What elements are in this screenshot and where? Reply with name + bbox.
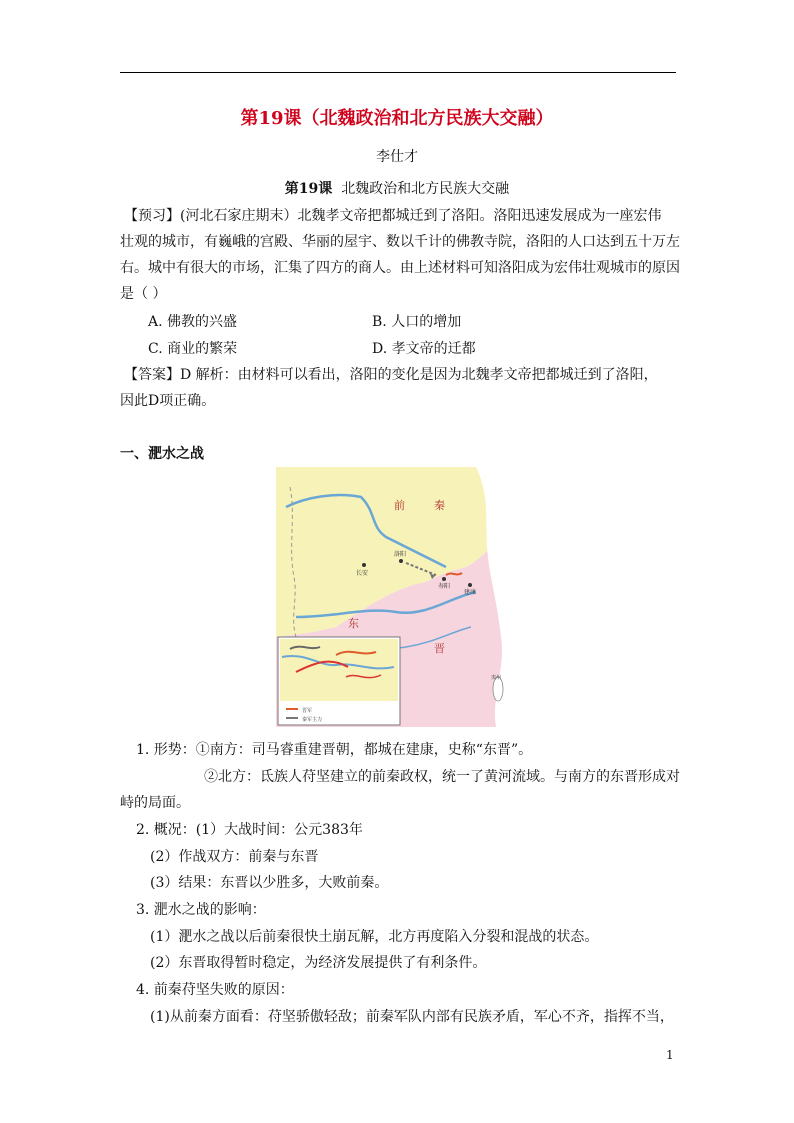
jiankang-dot — [468, 583, 472, 587]
item-line-9: (2）东晋取得暂时稳定，为经济发展提供了有利条件。 — [150, 955, 487, 971]
item-line-7: 3. 淝水之战的影响： — [136, 902, 266, 918]
label-qian: 前 — [394, 499, 405, 512]
item-line-6: (3）结果：东晋以少胜多，大败前秦。 — [150, 875, 389, 891]
label-dong: 东 — [348, 617, 359, 630]
option-c: C. 商业的繁荣 — [148, 341, 238, 357]
author-name: 李仕才 — [376, 149, 418, 165]
legend-label-1: 晋军 — [302, 708, 313, 714]
option-b: B. 人口的增加 — [372, 314, 462, 330]
inset-land — [280, 639, 398, 701]
label-shouyang: 寿阳 — [438, 583, 451, 590]
question-line-2: 壮观的城市，有巍峨的宫殿、华丽的屋宇、数以千计的佛教寺院，洛阳的人口达到五十万左 — [120, 234, 680, 250]
page-title: 第19课（北魏政治和北方民族大交融） — [240, 108, 554, 129]
jin-army-arrow — [446, 573, 462, 575]
feishui-battle-map — [276, 467, 518, 727]
item-line-1: 1. 形势：①南方：司马睿重建晋朝，都城在建康，史称“东晋”。 — [136, 742, 533, 758]
shouyang-dot — [442, 577, 446, 581]
label-qin: 秦 — [434, 499, 445, 512]
item-line-11: (1)从前秦方面看：苻坚骄傲轻敌；前秦军队内部有民族矛盾，军心不齐，指挥不当， — [150, 1009, 674, 1025]
lesson-subtitle — [0, 178, 794, 198]
item-line-4: 2. 概况：(1）大战时间：公元383年 — [136, 822, 363, 838]
question-line-3: 右。城中有很大的市场，汇集了四方的商人。由上述材料可知洛阳成为宏伟壮观城市的原因 — [120, 260, 680, 276]
luoyang-dot — [399, 559, 403, 563]
subtitle-number: 第19课 — [284, 181, 333, 197]
answer-line-1: 【答案】D 解析：由材料可以看出，洛阳的变化是因为北魏孝文帝把都城迁到了洛阳， — [124, 367, 658, 383]
question-line-4: 是（ ） — [120, 286, 167, 302]
section-heading: 一、淝水之战 — [120, 446, 204, 462]
label-changan: 长安 — [356, 570, 369, 577]
label-luoyang: 洛阳 — [394, 551, 407, 558]
item-line-8: (1）淝水之战以后前秦很快土崩瓦解，北方再度陷入分裂和混战的状态。 — [150, 929, 599, 945]
item-line-2: ②北方：氐族人苻坚建立的前秦政权，统一了黄河流域。与南方的东晋形成对 — [204, 769, 680, 785]
answer-line-2: 因此D项正确。 — [120, 393, 216, 409]
subtitle-text: 北魏政治和北方民族大交融 — [341, 181, 510, 197]
item-line-5: (2）作战双方：前秦与东晋 — [150, 849, 319, 865]
page-number: 1 — [666, 1048, 674, 1062]
question-line-1: 【预习】(河北石家庄期末）北魏孝文帝把都城迁到了洛阳。洛阳迅速发展成为一座宏伟 — [124, 208, 662, 224]
legend-label-2: 秦军主力 — [302, 717, 323, 723]
option-d: D. 孝文帝的迁都 — [372, 341, 476, 357]
label-taiwan: 夷州 — [491, 675, 502, 681]
item-line-3: 峙的局面。 — [120, 795, 190, 811]
label-jiankang: 建康 — [464, 589, 477, 596]
item-line-10: 4. 前秦苻坚失败的原因： — [136, 982, 294, 998]
changan-dot — [362, 563, 366, 567]
label-jin: 晋 — [434, 642, 445, 655]
option-a: A. 佛教的兴盛 — [148, 314, 238, 330]
header-rule — [120, 72, 676, 73]
